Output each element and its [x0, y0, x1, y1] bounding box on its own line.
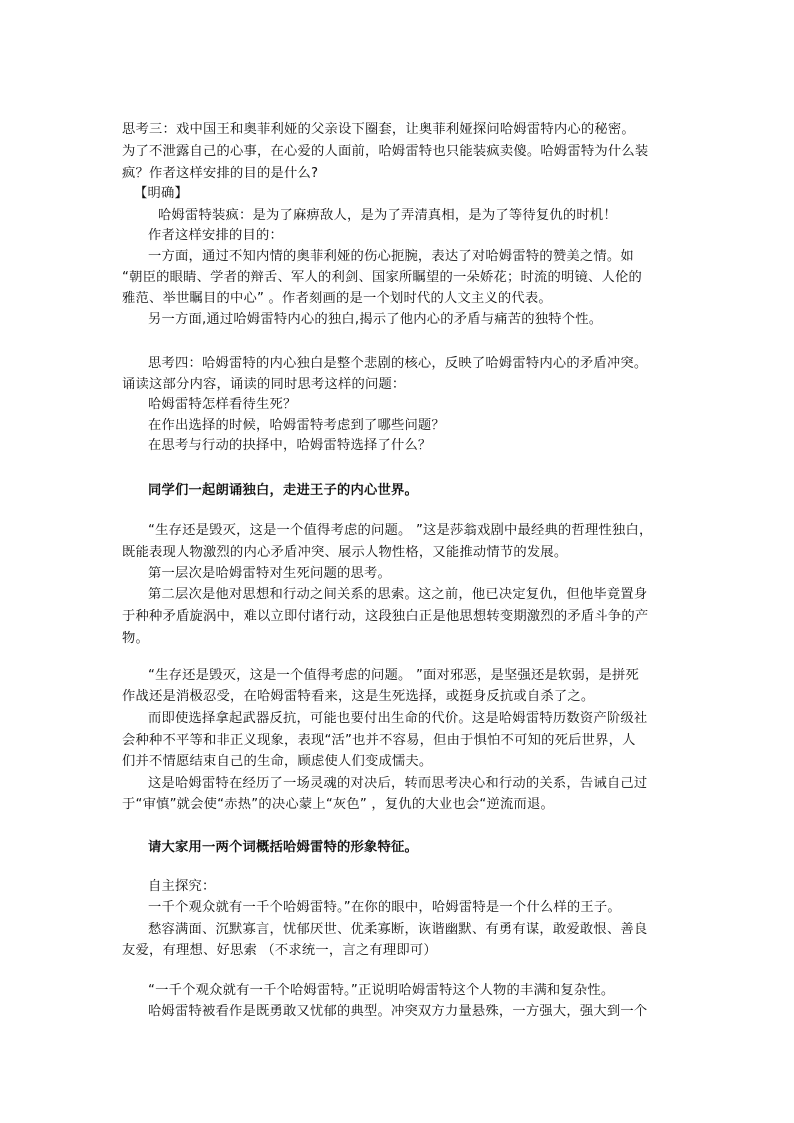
analysis-line-4: 会种种不平等和非正义现象，表现“活”也并不容易，但由于惧怕不可知的死后世界，人	[122, 733, 636, 748]
summary-heading: 请大家用一两个词概括哈姆雷特的形象特征。	[148, 840, 418, 855]
recite-heading: 同学们一起朗诵独白，走进王子的内心世界。	[148, 483, 418, 498]
self-explore-label: 自主探究：	[148, 879, 216, 894]
ophelia-line-2: “朝臣的眼睛、学者的辩舌、军人的利剑、国家所瞩望的一朵娇花；时流的明镜、人伦的	[122, 270, 642, 285]
analysis-line-2: 作战还是消极忍受，在哈姆雷特看来，这是生死选择，或挺身反抗或自杀了之。	[122, 689, 595, 704]
analysis-line-7: 于“审慎”就会使“赤热”的决心蒙上“灰色” ，复仇的大业也会“逆流而退。	[122, 797, 554, 812]
think4-line-1: 思考四：哈姆雷特的内心独白是整个悲剧的核心，反映了哈姆雷特内心的矛盾冲突。	[148, 356, 648, 371]
monologue-intro-2: 既能表现人物激烈的内心矛盾冲突、展示人物性格，又能推动情节的发展。	[122, 545, 568, 560]
explore-line-2: 愁容满面、沉默寡言，忧郁厌世、优柔寡断，诙谐幽默、有勇有谋，敢爱敢恨、善良	[148, 922, 648, 937]
analysis-line-1: “生存还是毁灭，这是一个值得考虑的问题。 ”面对邪恶，是坚强还是软弱，是拼死	[148, 668, 639, 683]
arrangement-purpose: 作者这样安排的目的：	[148, 228, 283, 243]
second-level-2: 于种种矛盾旋涡中，难以立即付诸行动，这段独白正是他思想转变期激烈的矛盾斗争的产	[122, 609, 649, 624]
think3-line-3: 疯？作者这样安排的目的是什么?	[122, 166, 319, 181]
monologue-intro-1: “生存还是毁灭，这是一个值得考虑的问题。 ”这是莎翁戏剧中最经典的哲理性独白，	[148, 523, 653, 538]
analysis-line-3: 而即使选择拿起武器反抗，可能也要付出生命的代价。这是哈姆雷特历数资产阶级社	[148, 711, 648, 726]
monologue-reveal: 另一方面,通过哈姆雷特内心的独白,揭示了他内心的矛盾与痛苦的独特个性。	[148, 312, 603, 327]
first-level: 第一层次是哈姆雷特对生死问题的思考。	[148, 566, 391, 581]
analysis-line-5: 们并不情愿结束自己的生命，顾虑使人们变成懦夫。	[122, 754, 433, 769]
second-level-3: 物。	[122, 631, 149, 646]
explore-line-3: 友爱，有理想、好思索 （不求统一，言之有理即可）	[122, 943, 437, 958]
question-1: 哈姆雷特怎样看待生死？	[148, 397, 297, 412]
think3-line-1: 思考三：戏中国王和奥菲利娅的父亲设下圈套，让奥菲利娅探问哈姆雷特内心的秘密。	[122, 122, 635, 137]
ophelia-line-3: 雅范、举世瞩目的中心” 。作者刻画的是一个划时代的人文主义的代表。	[122, 291, 552, 306]
ophelia-line-1: 一方面，通过不知内情的奥菲利娅的伤心扼腕，表达了对哈姆雷特的赞美之情。如	[148, 249, 634, 264]
analysis-line-6: 这是哈姆雷特在经历了一场灵魂的对决后，转而思考决心和行动的关系，告诫自己过	[148, 776, 648, 791]
conclusion-line-1: “一千个观众就有一千个哈姆雷特。”正说明哈姆雷特这个人物的丰满和复杂性。	[148, 983, 615, 998]
second-level-1: 第二层次是他对思想和行动之间关系的思索。这之前，他已决定复仇，但他毕竟置身	[148, 587, 648, 602]
conclusion-line-2: 哈姆雷特被看作是既勇敢又忧郁的典型。冲突双方力量悬殊，一方强大，强大到一个	[148, 1004, 648, 1019]
clarify-label: 【明确】	[134, 186, 188, 201]
question-3: 在思考与行动的抉择中，哈姆雷特选择了什么？	[148, 438, 432, 453]
think4-line-2: 诵读这部分内容，诵读的同时思考这样的问题：	[122, 377, 406, 392]
question-2: 在作出选择的时候，哈姆雷特考虑到了哪些问题？	[148, 418, 445, 433]
explore-line-1: 一千个观众就有一千个哈姆雷特。”在你的眼中，哈姆雷特是一个什么样的王子。	[148, 900, 621, 915]
feign-madness-answer: 哈姆雷特装疯：是为了麻痹敌人，是为了弄清真相，是为了等待复仇的时机！	[158, 208, 617, 223]
think3-line-2: 为了不泄露自己的心事，在心爱的人面前，哈姆雷特也只能装疯卖傻。哈姆雷特为什么装	[122, 144, 649, 159]
